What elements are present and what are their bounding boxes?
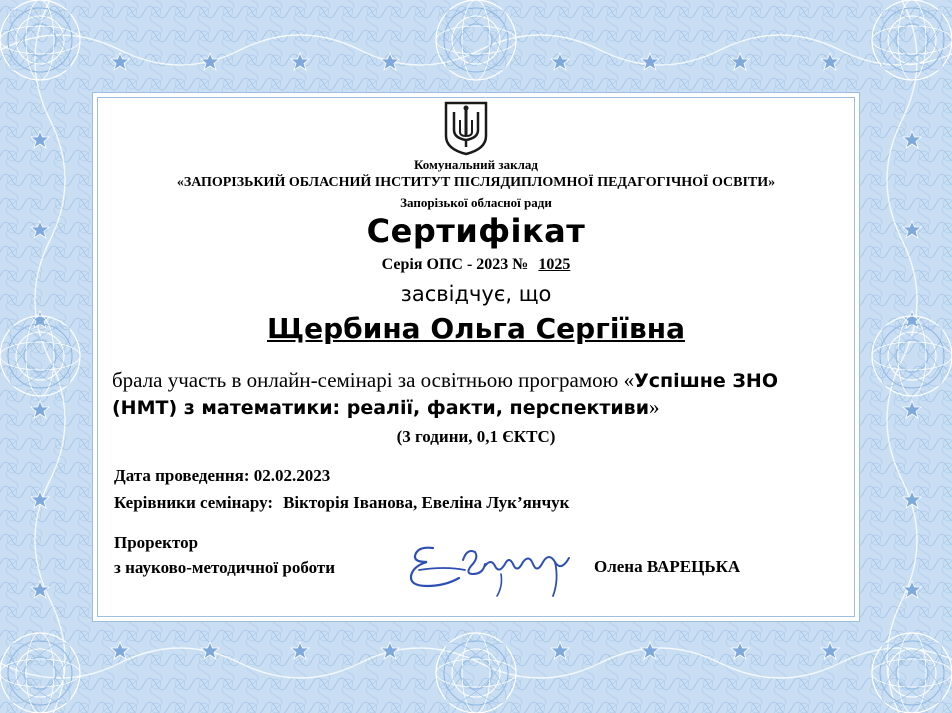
program-close-quote: »: [649, 395, 660, 419]
series-number: 1025: [538, 256, 571, 273]
event-date: Дата проведення: 02.02.2023: [114, 466, 331, 485]
series-label: Серія ОПС - 2023 №: [381, 256, 529, 273]
seminar-leaders: [114, 493, 569, 513]
hours-credits: (3 години, 0,1 ЄКТС): [396, 427, 556, 446]
signer-role-line2: з науково-методичної роботи: [114, 558, 336, 577]
ukraine-trident-icon: [443, 100, 489, 156]
leaders-label: Керівники семінару:: [114, 493, 274, 512]
signer-name: Олена ВАРЕЦЬКА: [594, 557, 741, 576]
certificate-title: Сертифікат: [366, 212, 586, 250]
participation-paragraph: [112, 367, 832, 421]
program-name: Успішне ЗНО (НМТ) з математики: реалії, факти, перспективи: [112, 370, 778, 419]
participation-text: брала участь в онлайн-семінарі за освітньою програмою «: [112, 368, 635, 392]
institution-name: «ЗАПОРІЗЬКИЙ ОБЛАСНИЙ ІНСТИТУТ ПІСЛЯДИПЛОМНОЇ ПЕДАГОГІЧНОЇ ОСВІТИ»: [176, 175, 776, 190]
handwritten-signature: [405, 540, 583, 602]
certificate-series: [98, 256, 854, 274]
certifies-text: засвідчує, що: [400, 282, 552, 306]
institution-type: Комунальний заклад: [414, 157, 538, 172]
signer-role-line1: Проректор: [114, 533, 199, 552]
recipient-name: Щербина Ольга Сергіївна: [267, 312, 685, 345]
institution-subtitle: Запорізької обласної ради: [400, 195, 552, 210]
leaders-names: Вікторія Іванова, Евеліна Лук’янчук: [283, 493, 570, 512]
